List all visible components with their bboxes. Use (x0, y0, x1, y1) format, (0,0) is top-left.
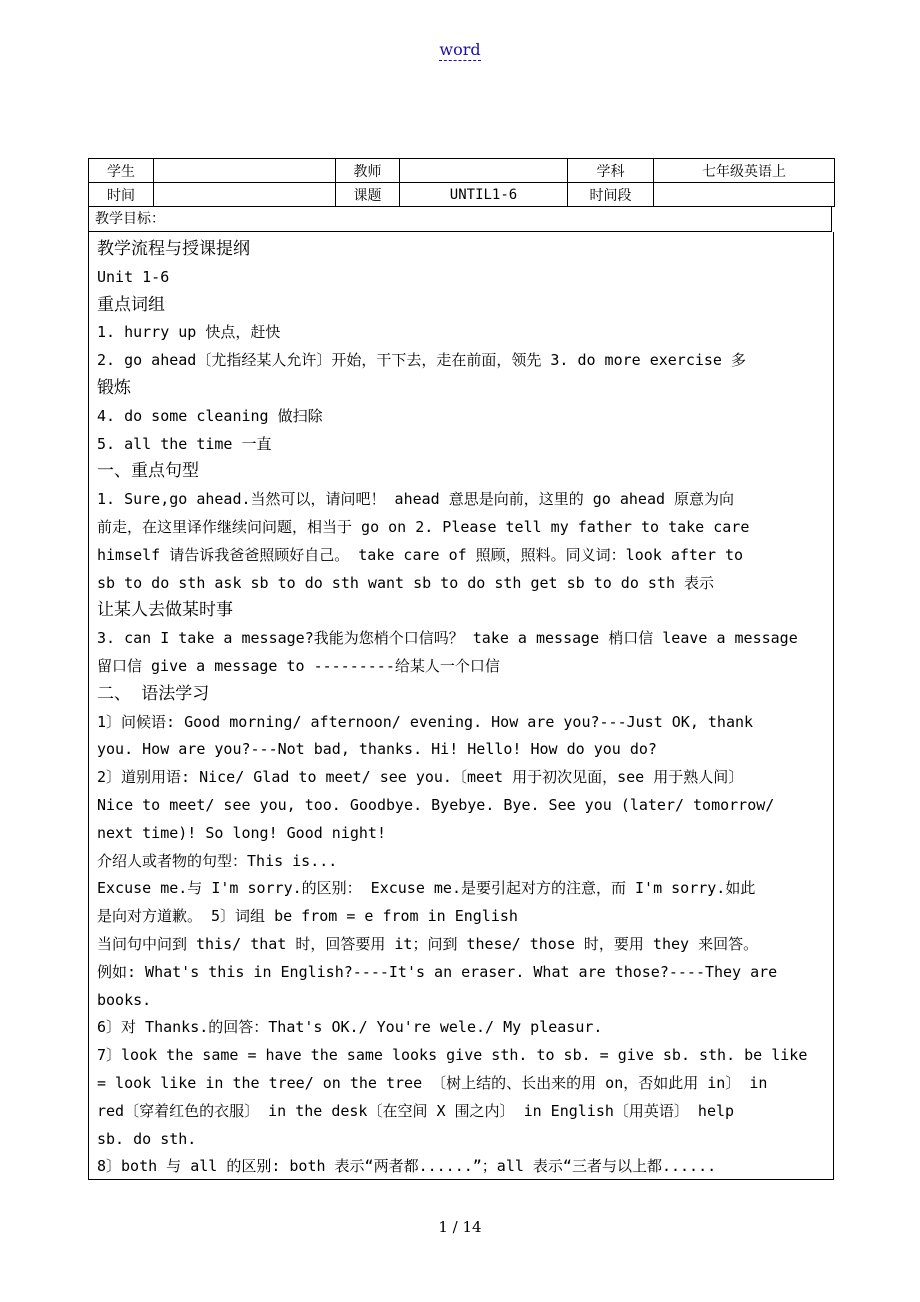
content-line: 6〕对 Thanks.的回答：That's OK./ You're wele./ My pleasur. (97, 1018, 603, 1037)
content-line: 5. all the time 一直 (97, 434, 272, 453)
content-line: you. How are you?---Not bad, thanks. Hi! Hello! How do you do? (97, 740, 657, 759)
content-line: 1〕问候语: Good morning/ afternoon/ evening. How are you?---Just OK, thank (97, 712, 754, 731)
content-line: 留口信 give a message to ---------给某人一个口信 (97, 656, 500, 675)
content-line: 一、重点句型 (97, 461, 199, 482)
content-line: 让某人去做某时事 (97, 600, 233, 621)
content-line: 当问句中问到 this/ that 时，回答要用 it；问到 these/ those 时，要用 they 来回答。 (97, 934, 759, 953)
page-number: 1 / 14 (438, 1218, 482, 1236)
content-line: = look like in the tree/ on the tree 〔树上结的、长出来的用 on，否如此用 in〕 in (97, 1073, 768, 1092)
content-line: 例如: What's this in English?----It's an eraser. What are those?----They are (97, 962, 778, 981)
teaching-goal-row (88, 206, 832, 232)
student-value (154, 159, 336, 183)
content-line: 前走，在这里译作继续问问题，相当于 go on 2. Please tell my father to take care (97, 517, 750, 536)
header-word-text[interactable]: word (439, 40, 481, 59)
topic-label: 课题 (336, 183, 400, 207)
content-line: 重点词组 (97, 294, 165, 315)
content-line: 3. can I take a message?我能为您梢个口信吗？ take a message 梢口信 leave a message (97, 629, 798, 648)
info-row-1 (89, 159, 835, 183)
content-line: sb. do sth. (97, 1129, 197, 1148)
time-period-value (654, 183, 835, 207)
teacher-value (400, 159, 568, 183)
content-line: 7〕look the same = have the same looks give sth. to sb. = give sb. sth. be like (97, 1046, 808, 1065)
content-line: 1. Sure,go ahead.当然可以，请问吧！ ahead 意思是向前，这里的 go ahead 原意为向 (97, 490, 735, 509)
info-table (88, 158, 835, 207)
student-label: 学生 (89, 159, 154, 183)
content-line: Unit 1-6 (97, 267, 170, 286)
time-value (154, 183, 336, 207)
content-line: 4. do some cleaning 做扫除 (97, 406, 323, 425)
subject-label: 学科 (568, 159, 654, 183)
content-line: red〔穿着红色的衣服〕 in the desk〔在空间 X 围之内〕 in English〔用英语〕 help (97, 1101, 735, 1120)
teaching-goal-label: 教学目标： (95, 211, 165, 227)
content-line: 介绍人或者物的句型：This is... (97, 851, 338, 870)
time-period-label: 时间段 (568, 183, 654, 207)
teacher-label: 教师 (336, 159, 400, 183)
content-line: Excuse me.与 I'm sorry.的区别： Excuse me.是要引起对方的注意，而 I'm sorry.如此 (97, 879, 756, 898)
subject-value: 七年级英语上 (654, 159, 835, 183)
content-line: 教学流程与授课提纲 (97, 239, 250, 259)
content-line: 2. go ahead〔尤指经某人允许〕开始，干下去，走在前面，领先 3. do more exercise 多 (97, 351, 746, 370)
content-line: sb to do sth ask sb to do sth want sb to do sth get sb to do sth 表示 (97, 573, 714, 592)
info-row-2 (89, 183, 835, 207)
content-line: 8〕both 与 all 的区别: both 表示“两者都......”；all 表示“三者与以上都...... (97, 1157, 717, 1176)
content-line: 锻炼 (97, 377, 131, 398)
lesson-content (88, 232, 834, 1180)
header-word-link[interactable] (0, 40, 920, 59)
content-line: next time)! So long! Good night! (97, 823, 386, 842)
content-line: himself 请告诉我爸爸照顾好自己。 take care of 照顾，照料。同义词：look after to (97, 545, 744, 564)
content-line: 2〕道别用语: Nice/ Glad to meet/ see you.〔meet 用于初次见面，see 用于熟人间〕 (97, 768, 744, 787)
content-line: Nice to meet/ see you, too. Goodbye. Byebye. Bye. See you (later/ tomorrow/ (97, 795, 775, 814)
content-line: 1. hurry up 快点，赶快 (97, 323, 281, 342)
topic-value: UNTIL1-6 (400, 183, 568, 207)
time-label: 时间 (89, 183, 154, 207)
content-line: 二、 语法学习 (97, 683, 210, 704)
content-line: 是向对方道歉。 5〕词组 be from = e from in English (97, 907, 518, 926)
content-line: books. (97, 990, 152, 1009)
